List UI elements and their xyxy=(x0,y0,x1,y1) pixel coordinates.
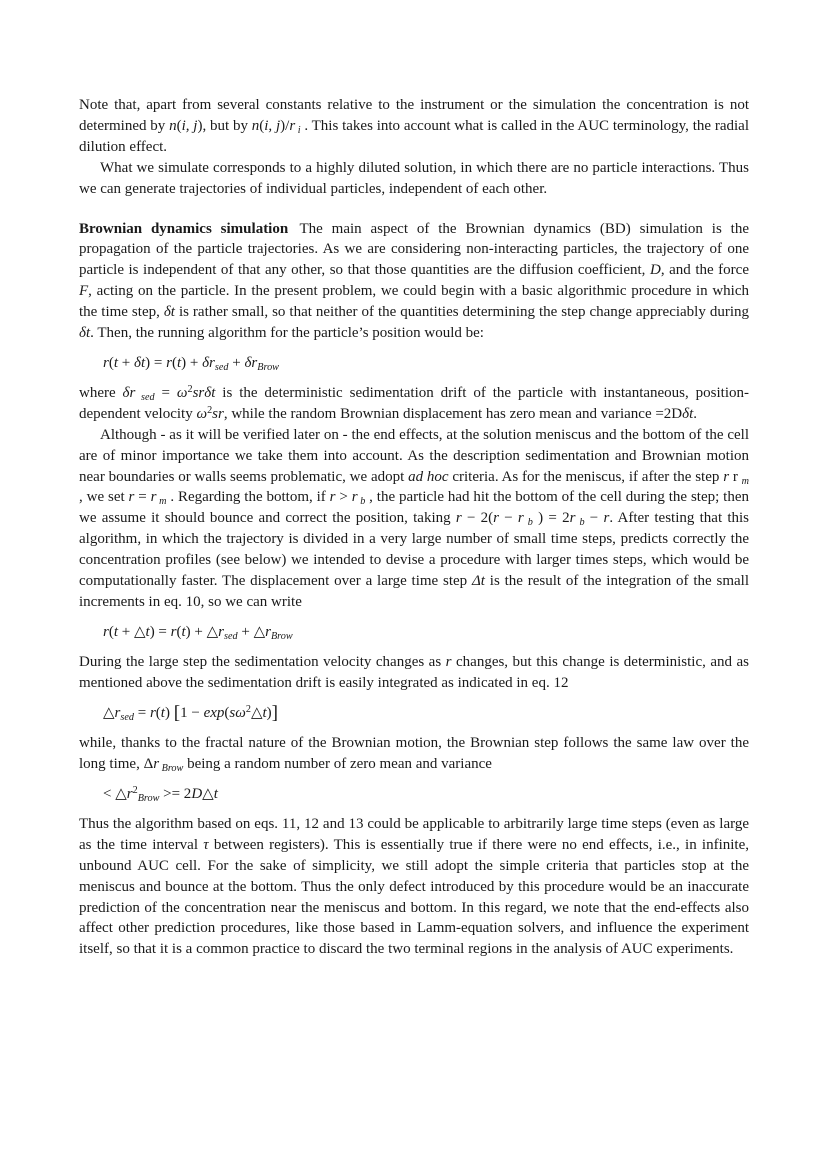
text-run: exp xyxy=(203,704,225,721)
text-run: criteria. As for the meniscus, if after the step xyxy=(448,468,724,485)
text-run: , and the force xyxy=(660,262,749,279)
text-run: t xyxy=(113,354,119,371)
text-run: . After testing that this algorithm, in which the trajectory is divided in a very large number of small time steps, predicts correctly the concentration profiles (see below) we intended to devise a procedure with larger times steps, which would be computationally faster. The displacement over a large time step xyxy=(79,510,750,590)
text-run: ad hoc xyxy=(408,468,449,485)
text-run: ω xyxy=(176,384,188,401)
text-run: The main aspect of the Brownian dynamics (BD) simulation is the propagation of the particle trajectories. As we are considering non-interacting particles, the trajectory of one particle is independent of that any other, so that those quantities are the diffusion coefficient, xyxy=(79,220,750,279)
text-run: ( xyxy=(259,117,265,134)
text-run: [ xyxy=(173,702,181,724)
text-run: srδt xyxy=(192,384,216,401)
text-run: δr xyxy=(122,384,136,401)
text-run: − xyxy=(498,510,518,527)
text-run: ( xyxy=(224,704,230,721)
text-run: . This takes into account what is called in the AUC terminology, the radial dilution effect. xyxy=(79,117,749,155)
text-run: r xyxy=(603,510,610,527)
text-run: r xyxy=(723,468,730,485)
text-run: Brow xyxy=(137,792,160,804)
paragraph-diluted-solution xyxy=(79,158,749,200)
text-run: r xyxy=(445,653,452,670)
text-run: ( xyxy=(171,354,177,371)
text-run: b xyxy=(575,517,585,529)
text-run: sed xyxy=(120,711,134,723)
text-run: r xyxy=(351,489,358,506)
text-run: . Then, the running algorithm for the particle’s position would be: xyxy=(90,325,484,342)
text-run: D xyxy=(649,262,661,279)
equation-4-variance xyxy=(79,784,749,805)
text-run: b xyxy=(357,496,366,508)
text-run: , while the random Brownian displacement has zero mean and variance =2D xyxy=(223,405,683,422)
text-run: + xyxy=(228,354,245,371)
document-body xyxy=(79,95,749,960)
text-run: n xyxy=(251,117,260,134)
text-run: i xyxy=(295,124,301,136)
text-run: + △ xyxy=(237,623,266,640)
text-run: r xyxy=(153,756,160,773)
text-run: t xyxy=(262,704,267,721)
text-run: − 2( xyxy=(461,510,494,527)
text-run: r xyxy=(166,354,172,371)
text-run: δt xyxy=(163,304,175,321)
text-run: n xyxy=(169,117,177,134)
text-run: 2 xyxy=(187,383,193,395)
text-run: Brow xyxy=(270,630,293,642)
text-run: ( xyxy=(155,704,161,721)
text-run: r xyxy=(150,489,157,506)
text-run: = xyxy=(154,384,177,401)
text-run: being a random number of zero mean and variance xyxy=(183,756,492,773)
text-run: ) = xyxy=(145,354,167,371)
text-run: r xyxy=(149,704,156,721)
text-run: i, j xyxy=(181,117,198,134)
text-run: sed xyxy=(135,391,155,403)
text-run: ( xyxy=(176,623,182,640)
text-run: r xyxy=(329,489,336,506)
text-run: sed xyxy=(214,361,229,373)
text-run: Note that, apart from several constants relative to the instrument or the simulation the concentration is not determined by xyxy=(79,97,749,134)
text-run: − xyxy=(584,510,604,527)
text-run: , the particle had hit the bottom of the cell during the step; then we assume it should bounce and correct the position, taking xyxy=(79,489,749,527)
text-run: = xyxy=(134,489,151,506)
text-run: What we simulate corresponds to a highly diluted solution, in which there are no particle interactions. Thus we can generate trajectories of individual particles, independent of each other. xyxy=(79,159,749,197)
text-run: Δt xyxy=(471,573,485,590)
text-run: δt xyxy=(682,405,694,422)
text-run: r xyxy=(517,510,524,527)
equation-2-large-time-step xyxy=(79,622,749,643)
text-run: δt xyxy=(79,325,91,342)
text-run: = xyxy=(133,704,150,721)
text-run: r xyxy=(170,623,177,640)
paragraph-sedimentation-drift xyxy=(79,383,749,425)
text-run: ω xyxy=(196,405,208,422)
text-run: r xyxy=(493,510,499,527)
text-run: ( xyxy=(108,623,114,640)
text-run: ( xyxy=(176,117,182,134)
text-run: i, j xyxy=(264,117,281,134)
text-run: , we set xyxy=(79,489,129,506)
text-run: is rather small, so that neither of the quantities determining the step change appreciably during xyxy=(174,304,749,321)
equation-3-integrated-drift xyxy=(79,703,749,725)
text-run: 2 xyxy=(245,703,251,715)
paragraph-fractal-nature xyxy=(79,733,749,775)
text-run: Brow xyxy=(257,361,279,373)
text-run: while, thanks to the fractal nature of the Brownian motion, the Brownian step follows the same law over the long time, Δ xyxy=(79,735,749,773)
text-run: sed xyxy=(224,630,238,642)
text-run: ] xyxy=(271,702,279,724)
text-run: r xyxy=(265,623,271,640)
text-run: r xyxy=(128,489,135,506)
text-run: τ xyxy=(203,836,209,853)
text-run: 1 − xyxy=(180,704,204,721)
text-run: r xyxy=(103,623,109,640)
text-run: δt xyxy=(133,354,146,371)
text-run: r xyxy=(126,786,133,802)
text-run: ) = 2 xyxy=(532,510,570,527)
text-run: r xyxy=(289,117,296,134)
text-run: ) + xyxy=(181,354,203,371)
text-run: b xyxy=(523,517,533,529)
paragraph-during-large-step xyxy=(79,652,749,694)
text-run: between registers). This is essentially true if there were no end effects, i.e., in infinite, unbound AUC cell. For the sake of simplicity, we still adopt the simple criteria that particles stop at the meniscus and bounce at the bottom. Thus the only defect introduced by this procedure would be an inaccurate prediction of the concentration near the meniscus and bottom. In this regard, we note that the end-effects also affect other prediction procedures, like those based in Lamm-equation solvers, and influence the experiment itself, so that it is a common practice to discard the two terminal regions in the analysis of AUC experiments. xyxy=(79,836,750,958)
text-run: 2 xyxy=(207,404,213,416)
paragraph-radial-dilution xyxy=(79,95,749,158)
text-run: Although - as it will be verified later on - the end effects, at the solution meniscus and the bottom of the cell are of minor importance we take them into account. As the description sedimentation and Brownian motion near boundaries or walls seems problematic, we adopt xyxy=(79,426,749,485)
text-run: < △ xyxy=(103,786,127,802)
heading-paragraph-brownian-dynamics-simulation xyxy=(79,219,749,344)
text-run: ), but by xyxy=(197,117,252,134)
text-run: D xyxy=(191,786,203,802)
text-run: m xyxy=(156,496,167,508)
text-run: 2 xyxy=(132,784,138,796)
text-run: + xyxy=(118,354,134,371)
text-run: is the result of the integration of the small increments in eq. 10, so we can write xyxy=(79,573,749,610)
text-run: t xyxy=(145,623,150,640)
text-run: ) xyxy=(164,704,174,721)
text-run: Thus the algorithm based on eqs. 11, 12 and 13 could be applicable to arbitrarily large time steps (even as large as the time interval xyxy=(79,815,749,853)
text-run: δr xyxy=(202,354,215,371)
text-run: ) = xyxy=(149,623,171,640)
text-run: + △ xyxy=(118,623,146,640)
text-run: , acting on the particle. In the present problem, we could begin with a basic algorithmic procedure in which the time step, xyxy=(79,283,749,321)
text-run: t xyxy=(113,623,119,640)
text-run: t xyxy=(213,786,218,802)
text-run: ( xyxy=(108,354,114,371)
text-run: r xyxy=(103,354,109,371)
text-run: sr xyxy=(212,405,224,422)
text-run: t xyxy=(181,623,186,640)
text-run: ) xyxy=(266,704,272,721)
text-run: . Regarding the bottom, if xyxy=(166,489,330,506)
paragraph-end-effects-criteria xyxy=(79,425,749,613)
text-run: Brownian dynamics simulation xyxy=(79,220,289,237)
text-run: △ xyxy=(202,786,214,802)
text-run: )/ xyxy=(280,117,290,134)
text-run: . xyxy=(693,405,698,422)
text-run: > xyxy=(335,489,352,506)
text-run: changes, but this change is deterministic, and as mentioned above the sedimentation drift is easily integrated as indicated in eq. 12 xyxy=(79,653,749,691)
text-run: r xyxy=(569,510,576,527)
text-run: ) + △ xyxy=(185,623,219,640)
paragraph-algorithm-applicability xyxy=(79,814,749,960)
text-run: r xyxy=(729,468,742,485)
text-run: During the large step the sedimentation velocity changes as xyxy=(79,653,446,670)
text-run: △ xyxy=(250,704,263,721)
text-run: is the deterministic sedimentation drift of the particle with instantaneous, position-dependent velocity xyxy=(79,384,749,422)
text-run: m xyxy=(741,475,749,487)
text-run: r xyxy=(455,510,462,527)
text-run: sω xyxy=(229,704,246,721)
text-run: r xyxy=(218,623,225,640)
text-run: where xyxy=(79,384,123,401)
equation-1-small-time-step xyxy=(79,353,749,374)
text-run: t xyxy=(160,704,165,721)
text-run: △ xyxy=(103,704,115,721)
text-run: >= 2 xyxy=(159,786,192,802)
text-run: δr xyxy=(244,354,258,371)
text-run: t xyxy=(176,354,182,371)
text-run: F xyxy=(79,283,89,300)
text-run: r xyxy=(114,704,121,721)
text-run: Brow xyxy=(159,762,184,774)
